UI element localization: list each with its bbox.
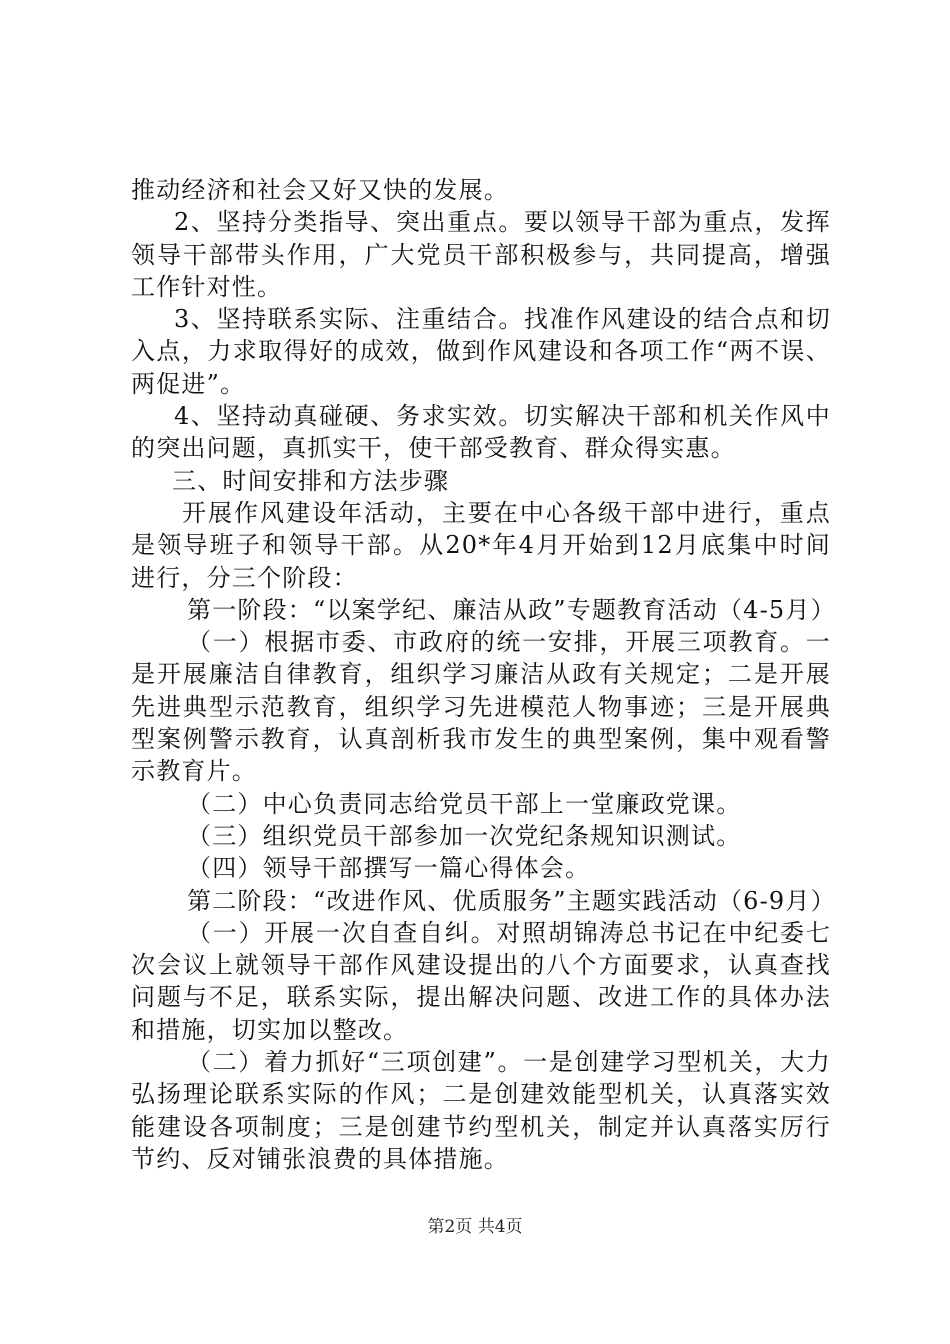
stage-one-item-1: （一）根据市委、市政府的统一安排，开展三项教育。一是开展廉洁自律教育，组织学习廉洁从政有关规定；二是开展先进典型示范教育，组织学习先进模范人物事迹；三是开展典型案例警示教育，认真剖析我市发生的典型案例，集中观看警示教育片。 (131, 628, 831, 786)
section-heading-schedule: 三、时间安排和方法步骤 (172, 466, 450, 495)
stage-two-heading: 第二阶段：“改进作风、优质服务”主题实践活动（6-9月） (187, 886, 836, 915)
paragraph-principle-3: 3、坚持联系实际、注重结合。找准作风建设的结合点和切入点，力求取得好的成效，做到作风建设和各项工作“两不误、两促进”。 (131, 305, 831, 398)
stage-one-item-3: （三）组织党员干部参加一次党纪条规知识测试。 (187, 821, 742, 850)
page-number-footer: 第2页 共4页 (427, 1217, 523, 1237)
paragraph-schedule-intro: 开展作风建设年活动，主要在中心各级干部中进行，重点是领导班子和领导干部。从20*年4月开始到12月底集中时间进行，分三个阶段： (131, 498, 831, 592)
paragraph-principle-4: 4、坚持动真碰硬、务求实效。切实解决干部和机关作风中的突出问题，真抓实干，使干部受教育、群众得实惠。 (131, 402, 831, 463)
stage-one-item-2: （二）中心负责同志给党员干部上一堂廉政党课。 (187, 789, 742, 818)
document-body (131, 174, 836, 1175)
stage-one-heading: 第一阶段：“以案学纪、廉洁从政”专题教育活动（4-5月） (187, 595, 836, 624)
paragraph-continuation: 推动经济和社会又好又快的发展。 (131, 176, 509, 204)
stage-two-item-2: （二）着力抓好“三项创建”。一是创建学习型机关，大力弘扬理论联系实际的作风；二是创建效能型机关，认真落实效能建设各项制度；三是创建节约型机关，制定并认真落实厉行节约、反对铺张浪费的具体措施。 (131, 1048, 831, 1173)
paragraph-principle-2: 2、坚持分类指导、突出重点。要以领导干部为重点，发挥领导干部带头作用，广大党员干部积极参与，共同提高，增强工作针对性。 (131, 208, 831, 301)
stage-two-item-1: （一）开展一次自查自纠。对照胡锦涛总书记在中纪委七次会议上就领导干部作风建设提出的八个方面要求，认真查找问题与不足，联系实际，提出解决问题、改进工作的具体办法和措施，切实加以整改。 (131, 918, 831, 1044)
stage-one-item-4: （四）领导干部撰写一篇心得体会。 (187, 854, 591, 883)
